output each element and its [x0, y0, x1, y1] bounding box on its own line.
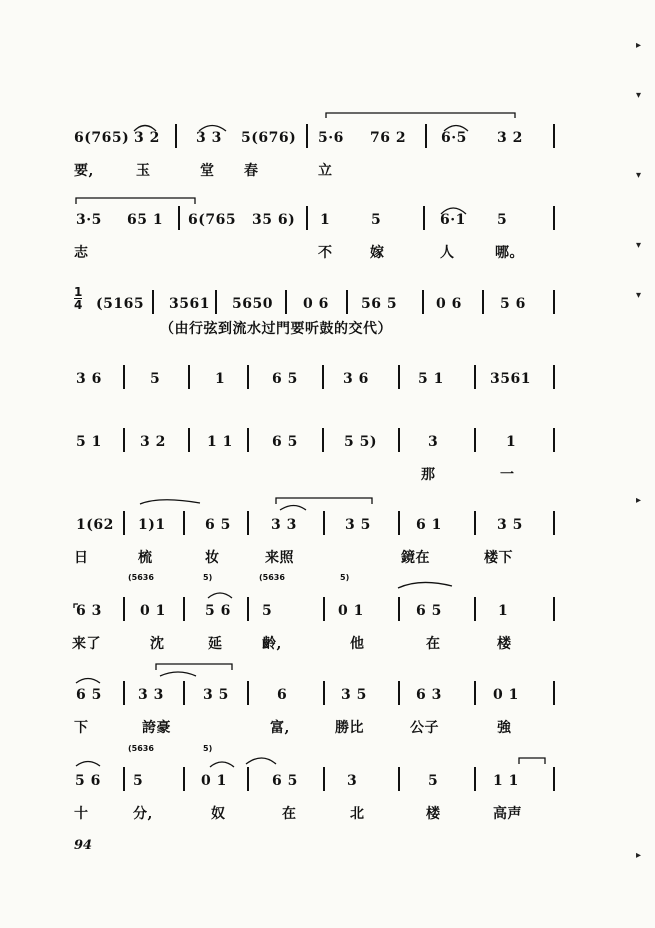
note-group: 6·5 [441, 130, 467, 146]
note-group: 6 3 [416, 687, 442, 703]
instruction-text: （由行弦到流水过門要听鼓的交代） [160, 321, 392, 337]
note-group: 5 [428, 773, 439, 789]
time-signature-denominator: 4 [74, 298, 83, 312]
time-signature-numerator: 1 [74, 285, 83, 299]
note-group: 5 6 [500, 296, 526, 312]
note-group: 5 [133, 773, 144, 789]
lyric-syllable: 一 [500, 467, 515, 483]
barline [247, 767, 249, 791]
note-group: 5 [150, 371, 161, 387]
barline [183, 597, 185, 621]
note-group: 5 6 [205, 603, 231, 619]
edge-mark: ▸ [636, 495, 642, 506]
note-group: 0 1 [493, 687, 519, 703]
barline [175, 124, 177, 148]
barline [323, 767, 325, 791]
barline [474, 597, 476, 621]
note-group: 3 2 [497, 130, 523, 146]
note-group: 3 5 [341, 687, 367, 703]
grace-note-group: (5636 [128, 573, 154, 582]
lyric-syllable: 十 [74, 806, 89, 822]
note-group: 6 5 [205, 517, 231, 533]
barline [482, 290, 484, 314]
note-group: 35 6) [252, 212, 296, 228]
note-group: 6 3 [76, 603, 102, 619]
note-group: 6·1 [440, 212, 466, 228]
barline [247, 597, 249, 621]
barline [398, 597, 400, 621]
note-group: 3 5 [203, 687, 229, 703]
lyric-syllable: 来了 [72, 636, 101, 652]
lyric-syllable: 齡, [262, 636, 282, 652]
barline [398, 767, 400, 791]
note-group: 5 5) [344, 434, 377, 450]
note-group: 3·5 [76, 212, 102, 228]
barline [474, 681, 476, 705]
edge-mark: ▾ [636, 170, 642, 181]
note-group: 5 6 [75, 773, 101, 789]
barline [188, 365, 190, 389]
lyric-syllable: 高声 [493, 806, 522, 822]
lyric-syllable: 在 [282, 806, 297, 822]
edge-mark: ▾ [636, 240, 642, 251]
barline [306, 206, 308, 230]
lyric-syllable: 楼 [497, 636, 512, 652]
barline [346, 290, 348, 314]
note-group: 1 [215, 371, 226, 387]
note-group: 56 5 [361, 296, 398, 312]
barline [423, 206, 425, 230]
note-group: 5 [497, 212, 508, 228]
barline [553, 290, 555, 314]
barline [215, 290, 217, 314]
note-group: 6 5 [272, 434, 298, 450]
barline [183, 681, 185, 705]
barline [398, 681, 400, 705]
lyric-syllable: 梳 [138, 550, 153, 566]
barline [152, 290, 154, 314]
page-number: 94 [74, 838, 93, 853]
note-group: 0 1 [201, 773, 227, 789]
barline [123, 428, 125, 452]
note-group: 3 5 [497, 517, 523, 533]
note-group: 6(765 [188, 212, 237, 228]
barline [323, 681, 325, 705]
edge-mark: ▸ [636, 850, 642, 861]
barline [474, 428, 476, 452]
note-group: 1 1 [207, 434, 233, 450]
barline [123, 511, 125, 535]
barline [553, 365, 555, 389]
barline [553, 681, 555, 705]
note-group: 3 3 [138, 687, 164, 703]
note-group: 1 [498, 603, 509, 619]
lyric-syllable: 楼下 [484, 550, 513, 566]
barline [323, 511, 325, 535]
note-group: 6 5 [416, 603, 442, 619]
barline [553, 767, 555, 791]
barline [123, 365, 125, 389]
lyric-syllable: 妆 [205, 550, 220, 566]
note-group: 5 1 [418, 371, 444, 387]
note-group: 3 3 [196, 130, 222, 146]
note-group: 3 [428, 434, 439, 450]
lyric-syllable: 鏡在 [401, 550, 430, 566]
barline [247, 428, 249, 452]
lyric-syllable: 日 [74, 550, 89, 566]
barline [398, 365, 400, 389]
edge-mark: ▾ [636, 290, 642, 301]
note-group: 1(62 [76, 517, 114, 533]
barline [123, 597, 125, 621]
note-group: 5 [262, 603, 273, 619]
barline [285, 290, 287, 314]
lyric-syllable: 要, [74, 163, 94, 179]
note-group: 6 1 [416, 517, 442, 533]
lyric-syllable: 人 [440, 245, 455, 261]
lyric-syllable: 嫁 [370, 245, 385, 261]
lyric-syllable: 春 [244, 163, 259, 179]
barline [474, 767, 476, 791]
lyric-syllable: 哪。 [495, 245, 524, 261]
note-group: 3 2 [140, 434, 166, 450]
grace-note-end: 5) [203, 573, 213, 582]
note-group: 3 6 [76, 371, 102, 387]
note-group: 1 1 [493, 773, 519, 789]
note-group: 3561 [490, 371, 531, 387]
note-group: 3 3 [271, 517, 297, 533]
note-group: 6 5 [76, 687, 102, 703]
barline [398, 428, 400, 452]
note-group: 5 1 [76, 434, 102, 450]
barline [422, 290, 424, 314]
note-group: 0 6 [303, 296, 329, 312]
note-group: 1 [506, 434, 517, 450]
barline [178, 206, 180, 230]
lyric-syllable: 堂 [200, 163, 215, 179]
edge-mark: ▾ [636, 90, 642, 101]
lyric-syllable: 公子 [410, 720, 439, 736]
barline [553, 124, 555, 148]
note-group: 5650 [232, 296, 273, 312]
time-signature [74, 286, 82, 311]
edge-mark: ▸ [636, 40, 642, 51]
lyric-syllable: 誇豪 [142, 720, 171, 736]
lyric-syllable: 沈 [150, 636, 165, 652]
barline [247, 511, 249, 535]
note-group: 6(765) [74, 130, 130, 146]
barline [188, 428, 190, 452]
barline [123, 767, 125, 791]
barline [123, 681, 125, 705]
barline [306, 124, 308, 148]
lyric-syllable: 下 [74, 720, 89, 736]
lyric-syllable: 那 [421, 467, 436, 483]
note-group: 6 5 [272, 371, 298, 387]
note-group: 1 [320, 212, 331, 228]
barline [247, 365, 249, 389]
note-group: 76 2 [370, 130, 407, 146]
note-group: 3 [347, 773, 358, 789]
note-group: 0 1 [140, 603, 166, 619]
barline [183, 511, 185, 535]
note-group: 6 5 [272, 773, 298, 789]
lyric-syllable: 分, [133, 806, 153, 822]
barline [553, 511, 555, 535]
lyric-syllable: 玉 [136, 163, 151, 179]
note-group: 5(676) [241, 130, 297, 146]
lyric-syllable: 在 [426, 636, 441, 652]
lyric-syllable: 来照 [265, 550, 294, 566]
note-group: 3 5 [345, 517, 371, 533]
note-group: 0 6 [436, 296, 462, 312]
barline [322, 365, 324, 389]
barline [553, 597, 555, 621]
barline [474, 511, 476, 535]
note-group: 6 [277, 687, 288, 703]
lyric-syllable: 不 [318, 245, 333, 261]
lyric-syllable: 楼 [426, 806, 441, 822]
barline [553, 206, 555, 230]
barline [553, 428, 555, 452]
barline [425, 124, 427, 148]
barline [247, 681, 249, 705]
barline [183, 767, 185, 791]
note-group: 3 2 [134, 130, 160, 146]
barline [398, 511, 400, 535]
lyric-syllable: 他 [350, 636, 365, 652]
lyric-syllable: 富, [270, 720, 290, 736]
barline [323, 597, 325, 621]
note-group: 5 [371, 212, 382, 228]
grace-note-group: (5636 [128, 744, 154, 753]
lyric-syllable: 奴 [211, 806, 226, 822]
lyric-syllable: 立 [318, 163, 333, 179]
note-group: (5165 [96, 296, 145, 312]
note-group: 5·6 [318, 130, 344, 146]
note-group: 65 1 [127, 212, 164, 228]
lyric-syllable: 延 [208, 636, 223, 652]
barline [474, 365, 476, 389]
lyric-syllable: 勝比 [335, 720, 364, 736]
lyric-syllable: 強 [497, 720, 512, 736]
barline [322, 428, 324, 452]
grace-note-group: (5636 [259, 573, 285, 582]
grace-note-end: 5) [203, 744, 213, 753]
note-group: 0 1 [338, 603, 364, 619]
note-group: 3561 [169, 296, 210, 312]
lyric-syllable: 北 [350, 806, 365, 822]
note-group: 3 6 [343, 371, 369, 387]
note-group: 1)1 [138, 517, 166, 533]
lyric-syllable: 志 [74, 245, 89, 261]
grace-note-end: 5) [340, 573, 350, 582]
